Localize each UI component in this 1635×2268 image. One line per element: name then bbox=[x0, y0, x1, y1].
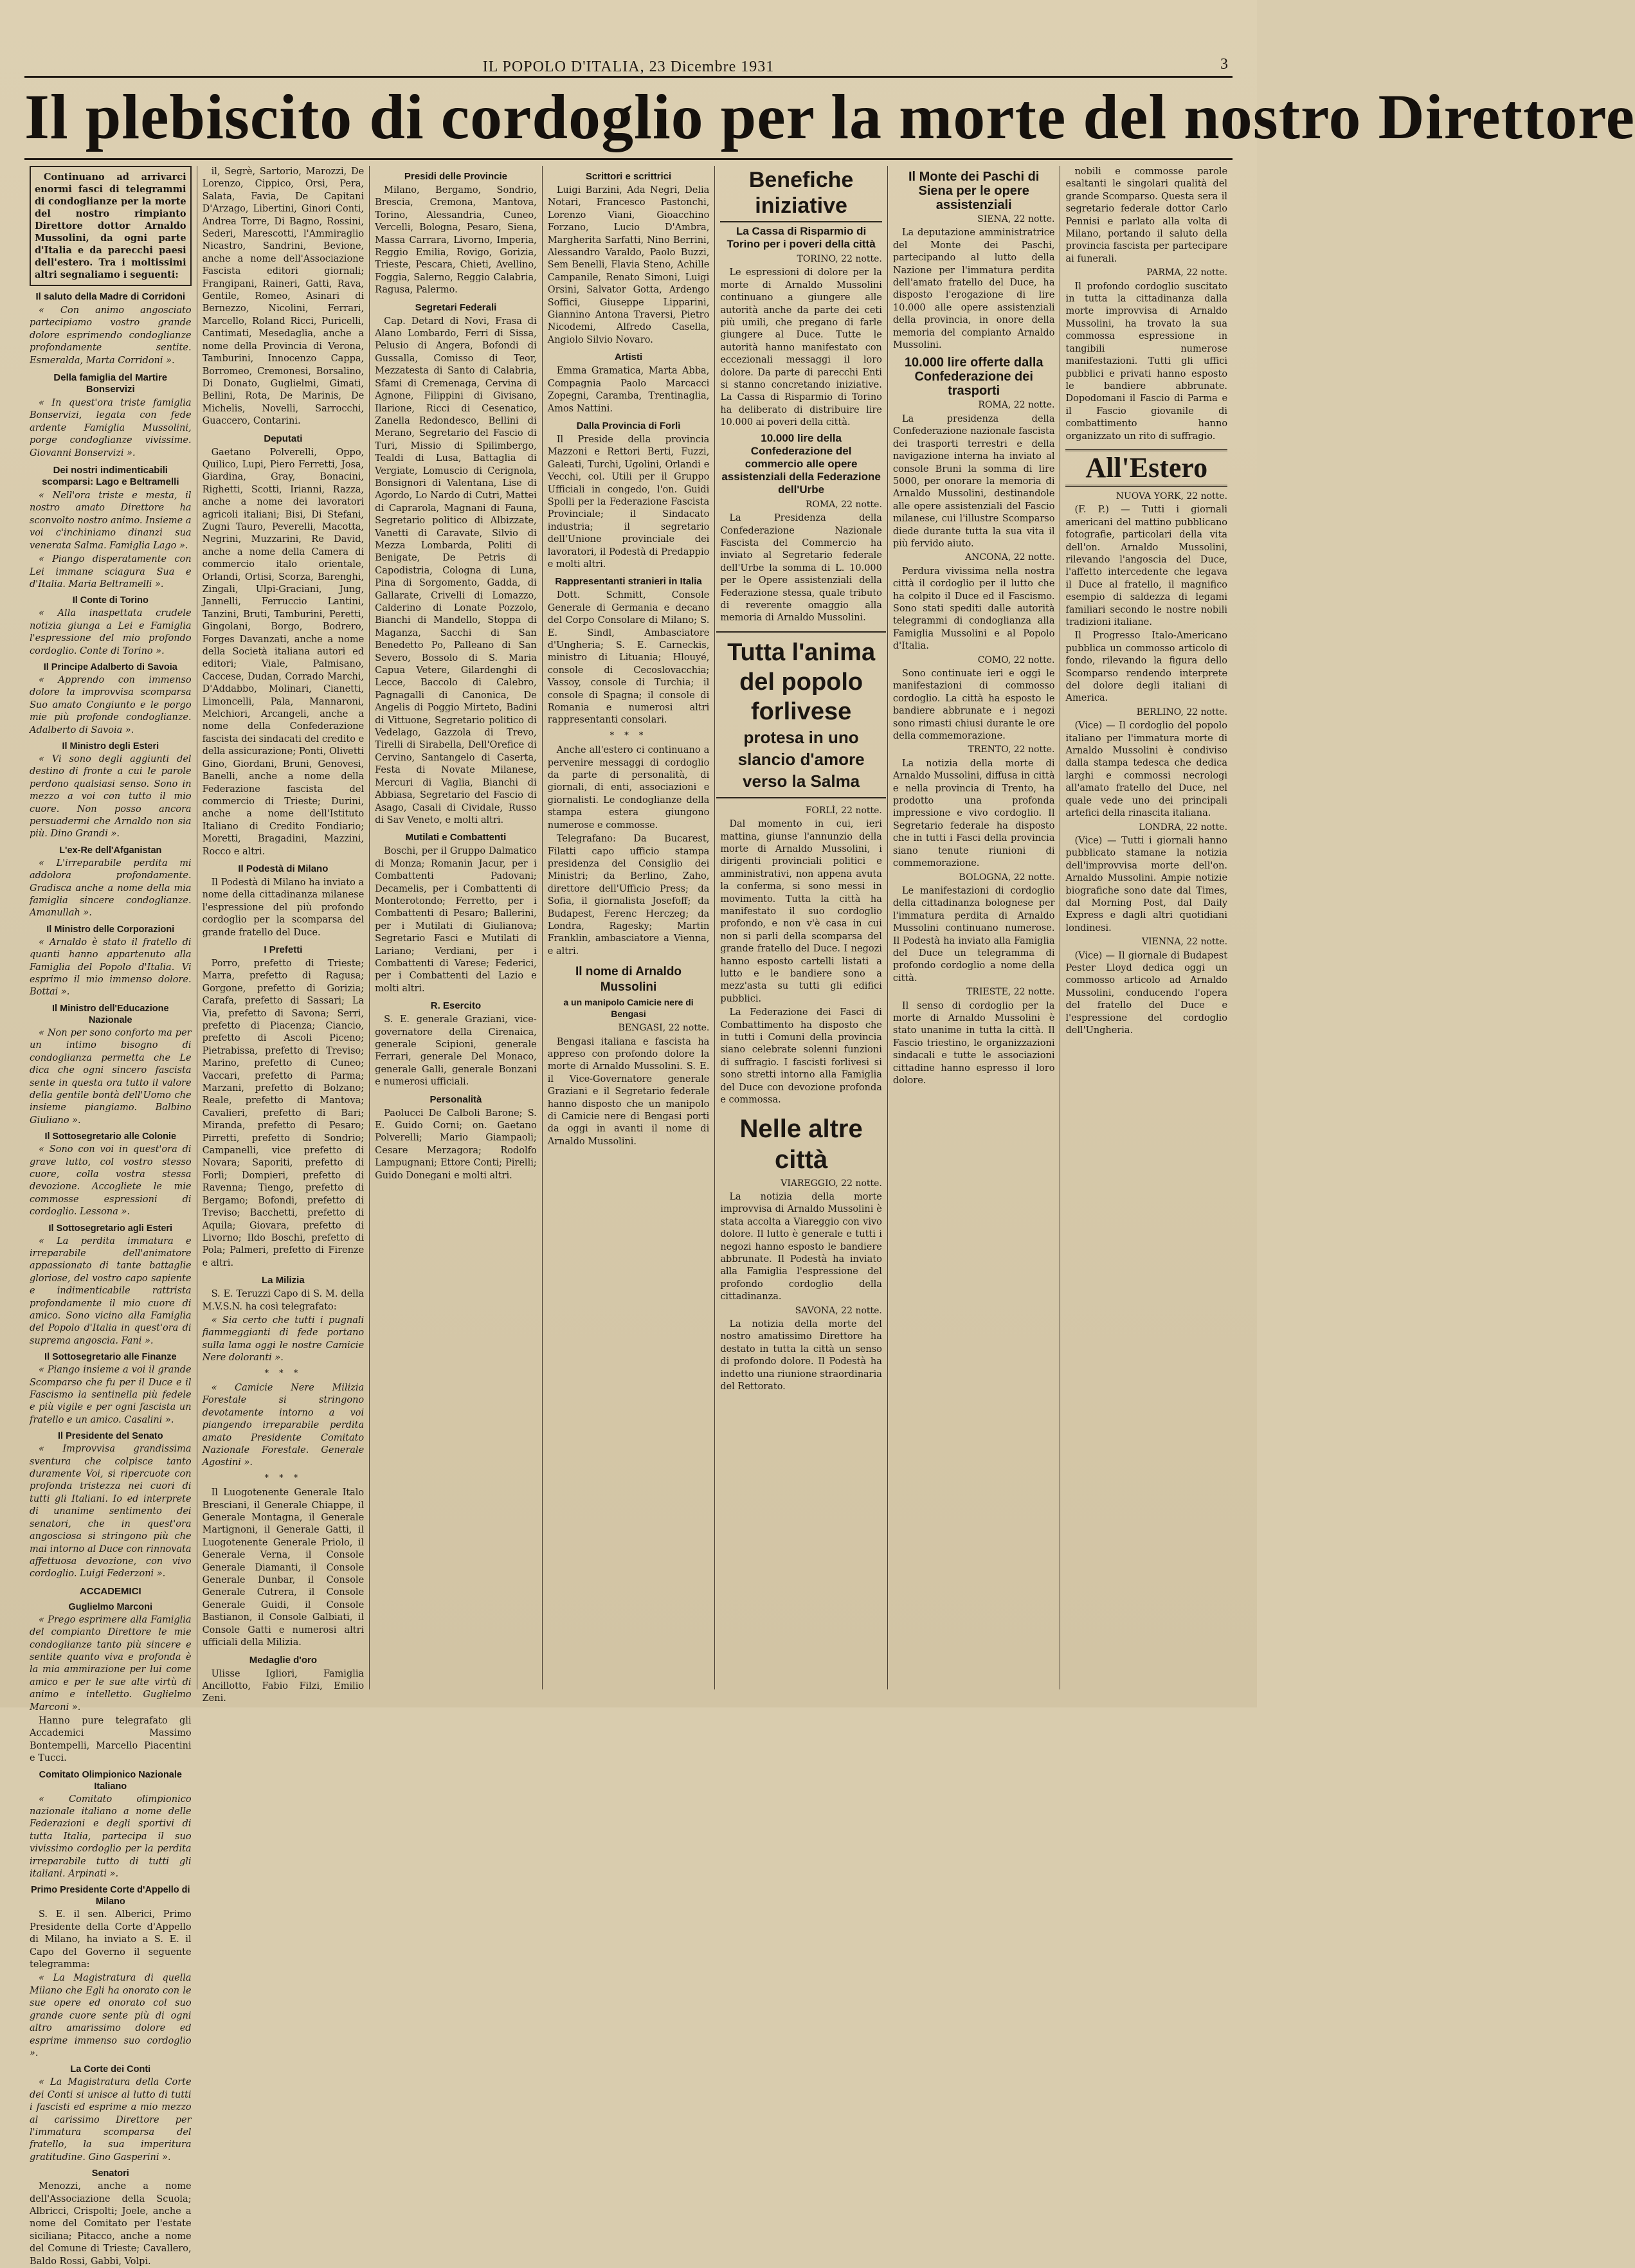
message-text: « Vi sono degli aggiunti del destino di fronte a cui le parole perdono qualsiasi senso. Sono in mezzo a voi con tutto il mio cuore. Non posso ancora persuadermi che Arnaldo non sia più. Dino Grandi ». bbox=[30, 753, 192, 840]
feature-headline bbox=[716, 631, 886, 798]
section-heading: Primo Presidente Corte d'Appello di Milano bbox=[31, 1885, 190, 1907]
body-text: Porro, prefetto di Trieste; Marra, prefetto di Ragusa; Gorgone, prefetto di Gorizia; Carafa, prefetto di Sassari; La Via, prefetto di Savona; Serri, prefetto di Piacenza; Ciancio, prefetto di Ascoli Piceno; Pietrabissa, prefetto di Treviso; Marino, prefetto di Cuneo; Vaccari, prefetto di Parma; Marzani, prefetto di Bolzano; Reale, prefetto di Mantova; Cavalieri, prefetto di Bari; Miranda, prefetto di Pesaro; Pirretti, prefetto di Sondrio; Campanelli, vice prefetto di Novara; Saporiti, prefetto di Forlì; Dompieri, prefetto di Ravenna; Tiengo, prefetto di Bergamo; Bofondi, prefetto di Treviso; Bacchetti, prefetto di Aquila; Giovara, prefetto di Livorno; Ildo Boschi, prefetto di Pola; Palmeri, prefetto di Firenze e altri. bbox=[202, 958, 365, 1268]
section-heading: Segretari Federali bbox=[415, 302, 497, 313]
dateline: BERLINO, 22 notte. bbox=[1136, 706, 1228, 717]
message-text: « L'irreparabile perdita mi addolora profondamente. Gradisca anche a nome della mia famiglia sincere condoglianze. Amanullah ». bbox=[30, 858, 192, 919]
dateline: SAVONA, 22 notte. bbox=[795, 1305, 882, 1316]
body-text: nobili e commosse parole esaltanti le singolari qualità del grande Scomparso. Questa sera il segretario federale dottor Carlo Pennisi e parlato alla volta di Milano, portando il saluto della provincia fascista per partecipare ai funerali. bbox=[1065, 166, 1228, 264]
section-heading: Scrittori e scrittrici bbox=[585, 171, 672, 182]
article-columns bbox=[24, 166, 1233, 2267]
body-text: La deputazione amministratrice del Monte dei Paschi, partecipando al lutto della Nazione per l'immatura perdita dell'amato fratello del Duce, ha disposto l'erogazione di lire 10.000 alle opere assistenziali della provincia, in onore della memoria del compianto Arnaldo Mussolini. bbox=[892, 228, 1055, 351]
message-text: « Piango disperatamente con Lei immane sciagura Sua e d'Italia. Maria Beltramelli ». bbox=[30, 554, 192, 590]
running-header bbox=[24, 54, 1233, 78]
section-heading: Il Ministro degli Esteri bbox=[62, 741, 159, 752]
section-heading: Della famiglia del Martire Bonservizi bbox=[53, 372, 168, 395]
column-1 bbox=[24, 166, 197, 2267]
section-heading: Deputati bbox=[264, 433, 303, 444]
body-text: Sono continuate ieri e oggi le manifestazioni di commosso cordoglio. La città ha esposto le bandiere abbrunate e i negozi sono rimasti chiusi durante le ore della commemorazione. bbox=[892, 669, 1055, 742]
intro-text: Continuano ad arrivarci enormi fasci di telegrammi di condoglianze per la morte del nostro rimpianto Direttore dottor Arnaldo Mussolini, da ogni parte d'Italia e da parecchi paesi dell'estero. Tra i moltissimi altri segnaliamo i seguenti: bbox=[30, 166, 192, 286]
section-heading: All'Estero bbox=[1065, 449, 1227, 487]
body-text: Paolucci De Calboli Barone; S. E. Guido Corni; on. Gaetano Polverelli; Mario Giampaoli; Cesare Merzagora; Rodolfo Lampugnani; Ettore Conti; Pirelli; Guido Donegani e molti altri. bbox=[375, 1108, 537, 1181]
section-heading: Guglielmo Marconi bbox=[68, 1601, 153, 1612]
section-heading: ACCADEMICI bbox=[79, 1585, 141, 1597]
column-7 bbox=[1060, 166, 1233, 1689]
dateline: FORLÌ, 22 notte. bbox=[805, 805, 882, 816]
body-text: Le manifestazioni di cordoglio della cittadinanza bolognese per l'immatura perdita di Arnaldo Mussolini continuano numerose. Il Podestà ha inviato alla Famiglia del Duce un telegramma di profondo cordoglio a nome della città. bbox=[892, 885, 1055, 984]
message-text: « Apprendo con immenso dolore la improvvisa scomparsa Suo amato Congiunto e le porgo mie più profonde condoglianze. Adalberto di Savoia ». bbox=[30, 674, 192, 735]
section-heading: 10.000 lire offerte dalla Confederazione dei trasporti bbox=[904, 356, 1043, 399]
body-text: (Vice) — Tutti i giornali hanno pubblicato stamane la notizia dell'improvvisa morte dell'on. Arnaldo Mussolini. Ampie notizie biografiche sono date dal Times, dal Morning Post, dal Daily Express e dagli altri quotidiani londinesi. bbox=[1065, 835, 1228, 933]
body-text: Emma Gramatica, Marta Abba, Compagnia Paolo Marcacci Zopegni, Caramba, Trentinaglia, Amos Nattini. bbox=[547, 366, 710, 414]
body-text: Il senso di cordoglio per la morte di Arnaldo Mussolini è stato unanime in tutta la città. Il Fascio triestino, le organizzazioni sindacali e tutte le associazioni cittadine hanno espresso il loro dolore. bbox=[892, 1000, 1055, 1086]
body-text: La notizia della morte di Arnaldo Mussolini, diffusa in città e nella provincia di Trento, ha prodotto una profonda impressione e vivo cordoglio. Il Segretario federale ha disposto che in tutti i Fasci della provincia siano tenute riunioni di commemorazione. bbox=[892, 758, 1055, 869]
body-text: Perdura vivissima nella nostra città il cordoglio per il lutto che ha colpito il Duce ed il Fascismo. Sono stati spediti dalle autorità telegrammi di condoglianza alla Famiglia Mussolini e al Popolo d'Italia. bbox=[892, 566, 1055, 652]
separator-stars: * * * bbox=[264, 1368, 302, 1378]
section-heading: Il Monte dei Paschi di Siena per le opere assistenziali bbox=[908, 170, 1040, 212]
section-heading: Il Sottosegretario agli Esteri bbox=[48, 1223, 173, 1234]
body-text: (Vice) — Il cordoglio del popolo italiano per l'immatura morte di Arnaldo Mussolini è condiviso dalla stampa tedesca che dedica larghi e commossi necrologi all'amato fratello del Duce, nel quale vede uno dei principali artefici della rinascita italiana. bbox=[1065, 721, 1228, 819]
section-heading: Il Conte di Torino bbox=[72, 595, 149, 606]
section-heading: Dei nostri indimenticabili scomparsi: Lago e Beltramelli bbox=[42, 465, 179, 488]
body-text: Il Luogotenente Generale Italo Bresciani, il Generale Chiappe, il Generale Montagna, il Generale Martignoni, il Generale Gatti, il Luogotenente Generale Priolo, il Generale Verna, il Console Generale Diamanti, il Console Generale Dunbar, il Console Generale Cutrera, il Console Generale Guidi, il Console Bastianon, il Console Galbiati, il Console Gatti e numerosi altri ufficiali della Milizia. bbox=[202, 1488, 365, 1648]
body-text: Hanno pure telegrafato gli Accademici Massimo Bontempelli, Marcello Piacentini e Tucci. bbox=[30, 1715, 192, 1764]
message-text: « La perdita immatura e irreparabile dell'animatore appassionato di tante battaglie gloriose, del vostro capo sapiente e indimenticabile rattrista profondamente il mio cuore di amico. Sono vicino alla Famiglia del Popolo d'Italia in quest'ora di suprema angoscia. Fani ». bbox=[30, 1236, 192, 1346]
body-text: Milano, Bergamo, Sondrio, Brescia, Cremona, Mantova, Torino, Alessandria, Cuneo, Vercelli, Bologna, Pesaro, Siena, Massa Carrara, Livorno, Imperia, Reggio Emilia, Rovigo, Gorizia, Trieste, Pescara, Chieti, Avellino, Foggia, Salerno, Reggio Calabria, Ragusa, Palermo. bbox=[375, 185, 537, 296]
message-text: « Prego esprimere alla Famiglia del compianto Direttore le mie condoglianze tanto più sincere e sentite quanto viva e profonda è la mia ammirazione per lui come amico e per le sue alte virtù di animo e intelletto. Guglielmo Marconi ». bbox=[30, 1614, 192, 1713]
message-text: « Nell'ora triste e mesta, il nostro amato Direttore ha sconvolto nostro animo. Insieme a voi c'inchiniamo dinanzi sua venerata Salma. Famiglia Lago ». bbox=[30, 491, 192, 551]
separator-stars: * * * bbox=[264, 1473, 302, 1483]
separator-stars: * * * bbox=[610, 730, 647, 741]
section-heading: I Prefetti bbox=[264, 944, 303, 955]
section-heading: Dalla Provincia di Forlì bbox=[576, 420, 681, 431]
section-heading: Il Podestà di Milano bbox=[238, 863, 329, 874]
body-text: La Presidenza della Confederazione Nazionale Fascista del Commercio ha inviato al Segretario federale dell'Urbe la somma di L. 10.000 per le Opere assistenziali della Federazione stessa, quale tributo di reverente omaggio alla memoria di Arnaldo Mussolini. bbox=[720, 513, 882, 624]
section-heading: Nelle altre città bbox=[739, 1114, 863, 1174]
section-heading: Il Principe Adalberto di Savoia bbox=[43, 662, 177, 672]
main-headline: Il plebiscito di cordoglio per la morte del nostro Direttore bbox=[24, 81, 1635, 152]
body-text: Cap. Detard di Novi, Frasa di Alano Lombardo, Ferri di Sissa, Pelusio di Angera, Bofondi di Gussalla, Comisso di Teor, Mezzatesta di Santo di Calabria, Sfami di Cremenaga, Cervina di Agnone, Filippini di Givisano, Ilarione, Ricci di Cesenatico, Zanella Redondesco, Bellini di Merano, Segretario del Fascio di Turi, Missio di Spilimbergo, Tealdi di Lusa, Battaglia di Vergiate, Lomuscio di Cerignola, Bonsignori di Valentana, Lise di Agordo, Lo Nardo di Cutri, Mattei di Caprarola, Magnani di Fauna, Segretario politico di Albizzate, Vanetti di Caravate, Silvio di Mezza Lombarda, Politi di Benigate, De Petris di Capodistria, Cologna di Luna, Pina di Sorgomento, Gadda, di Gallarate, Crivelli di Lomazzo, Calderino di Lonate Pozzolo, Bianchi di Mandello, Stoppa di Maganza, Sacchi di San Benedetto Po, Palleano di San Severo, Bossolo di S. Maria Capua Vetere, Gilardenghi di Lecce, Baccolo di Calebro, Pagnagalli di Canonica, De Angelis di Poggio Mirteto, Badini di Vittuone, Segretario politico di Vedelago, Gazzola di Trevo, Tirelli di Sirabella, Dell'Orefice di Cervino, Santangelo di Caserta, Festa di Novate Milanese, Mercuri di Vaglia, Bianchi di Abbiasa, Segretario del Fascio di Asago, Casali di Cividale, Russo di Sav Veneto, e molti altri. bbox=[375, 316, 537, 825]
dateline: ROMA, 22 notte. bbox=[978, 400, 1055, 411]
running-title: IL POPOLO D'ITALIA, 23 Dicembre 1931 bbox=[482, 59, 775, 75]
body-text: Dal momento in cui, ieri mattina, giunse l'annunzio della morte di Arnaldo Mussolini, i dirigenti provinciali politici e amministrativi, non appena avuta la conferma, si sono messi in movimento. Tutta la città ha manifestato il suo cordoglio profondo, e non v'è casa in cui non si parli della scomparsa del grande fratello del Duce. I negozi hanno esposto cartelli listati a lutto e le bandiere sono a mezz'asta su tutti gli edifici pubblici. bbox=[720, 819, 882, 1004]
column-4 bbox=[543, 166, 716, 1689]
section-heading: Il saluto della Madre di Corridoni bbox=[35, 291, 186, 302]
message-text: « Con animo angosciato partecipiamo vostro grande dolore esprimendo condoglianze profondamente sentite. Esmeralda, Marta Corridoni ». bbox=[30, 305, 192, 366]
column-5 bbox=[715, 166, 888, 1689]
dateline: ANCONA, 22 notte. bbox=[964, 552, 1055, 563]
dateline: TRENTO, 22 notte. bbox=[968, 744, 1055, 755]
body-text: (F. P.) — Tutti i giornali americani del mattino pubblicano fotografie, particolari della vita dell'on. Arnaldo Mussolini, rilevando l'angoscia del Duce, l'affetto intercedente che legava il Duce al fratello, il magnifico esempio di saldezza di legami familiari secondo le nostre nobili tradizioni italiane. bbox=[1065, 505, 1228, 627]
body-text: Menozzi, anche a nome dell'Associazione della Scuola; Albricci, Crispolti; Joele, anche a nome del Comitato per l'estate siciliana; Pitacco, anche a nome del Comune di Trieste; Cavallero, Baldo Rossi, Gabbi, Volpi. bbox=[30, 2181, 192, 2267]
page-number: 3 bbox=[1220, 56, 1229, 73]
body-text: Le espressioni di dolore per la morte di Arnaldo Mussolini continuano a giungere alle autorità anche da parte dei ceti più umili, che pregano di farle giungere al Duce. Tutte le autorità hanno manifestato con eccezionali messaggi il loro dolore. Da parte di parecchi Enti si stanno concretando iniziative. La Cassa di Risparmio di Torino ha deliberato di distribuire lire 10.000 ai poveri della città. bbox=[720, 267, 882, 428]
section-heading: Comitato Olimpionico Nazionale Italiano bbox=[39, 1769, 182, 1792]
message-text: « Alla inaspettata crudele notizia giunga a Lei e Famiglia l'espressione del mio profondo cordoglio. Conte di Torino ». bbox=[30, 608, 192, 656]
body-text: Il Preside della provincia Mazzoni e Rettori Berti, Fuzzi, Galeati, Turchi, Ugolini, Orlandi e Vecchi, col. Utili per il Gruppo Ufficiali in congedo, l'on. Guidi Spolli per la Federazione Fascista Provinciale; il Sindacato industria; il segretario dell'Unione provinciale dei lavoratori, il Podestà di Predappio e molti altri. bbox=[547, 434, 710, 570]
section-heading: Presidi delle Provincie bbox=[404, 171, 507, 182]
dateline: VIAREGGIO, 22 notte. bbox=[781, 1178, 882, 1189]
section-heading: Il Sottosegretario alle Colonie bbox=[44, 1131, 177, 1142]
message-text: « In quest'ora triste famiglia Bonservizi, legata con fede ardente Famiglia Mussolini, porge condoglianze vivissime. Giovanni Bonservizi ». bbox=[30, 398, 192, 458]
body-text: La presidenza della Confederazione nazionale fascista dei trasporti terrestri e della navigazione interna ha inviato al console Bruni la somma di lire 5000, per onorare la memoria di Arnaldo Mussolini, destinandole alle opere assistenziali del Fascio milanese, cui l'illustre Scomparso diede durante tutta la sua vita il più fervido aiuto. bbox=[892, 413, 1055, 549]
column-6 bbox=[888, 166, 1061, 1689]
message-text: « Sia certo che tutti i pugnali fiammeggianti di fede portano sulla lama oggi le nostre Camicie Nere doloranti ». bbox=[202, 1315, 365, 1364]
section-heading: Benefiche iniziative bbox=[720, 167, 882, 222]
message-text: « Piango insieme a voi il grande Scomparso che fu per il Duce e il Fascismo la sentinella più fedele e più vigile e per ogni fascista un fratello e un amico. Casalini ». bbox=[30, 1365, 192, 1425]
body-text: La notizia della morte del nostro amatissimo Direttore ha destato in tutta la città un senso di profondo dolore. Il Podestà ha indetto una riunione straordinaria del Rettorato. bbox=[720, 1318, 882, 1392]
headline-rule bbox=[24, 158, 1233, 160]
body-text: S. E. generale Graziani, vice-governatore della Cirenaica, generale Scipioni, generale Ferrari, generale Del Monaco, generale Galli, generale Bonzani e numerosi ufficiali. bbox=[375, 1014, 537, 1088]
body-text: Anche all'estero ci continuano a pervenire messaggi di cordoglio da parte di personalità, di giornali, di enti, associazioni e giornalisti. Le condoglianze della stampa estera giungono numerose e commosse. bbox=[547, 745, 710, 831]
feature-headline-line2: protesa in uno slancio d'amore verso la Salma bbox=[737, 727, 865, 791]
message-text: « Sono con voi in quest'ora di grave lutto, col vostro stesso cuore, colla vostra stessa devozione. Accogliete le mie commosse espressioni di cordoglio. Lessona ». bbox=[30, 1144, 192, 1218]
section-heading: R. Esercito bbox=[430, 1000, 482, 1012]
section-heading: Medaglie d'oro bbox=[249, 1654, 317, 1666]
body-text: Luigi Barzini, Ada Negri, Delia Notari, Francesco Pastonchi, Lorenzo Viani, Gioacchino Forzano, Lucio D'Ambra, Margherita Sarfatti, Nino Berrini, Alessandro Varaldo, Paolo Buzzi, Sem Benelli, Flavia Steno, Achille Campanile, Renato Simoni, Luigi Orsini, Salvator Gotta, Ardengo Soffici, Giuseppe Lipparini, Giannino Antona Traversi, Pietro Nicodemi, Alfredo Casella, Angiolo Silvio Novaro. bbox=[547, 185, 710, 345]
column-2 bbox=[197, 166, 370, 1704]
message-text: « La Magistratura della Corte dei Conti si unisce al lutto di tutti i fascisti ed esprime a mio mezzo al carissimo Direttore per l'immatura scomparsa del fratello, la sua imperitura gratitudine. Gino Gasperini ». bbox=[30, 2077, 192, 2163]
dateline: BENGASI, 22 notte. bbox=[618, 1023, 710, 1034]
dateline: TRIESTE, 22 notte. bbox=[966, 987, 1055, 998]
body-text: (Vice) — Il giornale di Budapest Pester Lloyd dedica oggi un commosso articolo ad Arnaldo Mussolini, conducendo l'opera del fratello del Duce e l'espressione del cordoglio dell'Ungheria. bbox=[1065, 950, 1228, 1036]
message-text: « Non per sono conforto ma per un intimo bisogno di condoglianza permetta che Le dica che ogni sincero fascista sente in questa ora tutto il valore della gentile bontà dell'Uomo che insieme piangiamo. Balbino Giuliano ». bbox=[30, 1027, 192, 1126]
body-text: Il Progresso Italo-Americano pubblica un commosso articolo di fondo, rilevando la figura dello Scomparso rendendo interprete del dolore degli italiani di America. bbox=[1065, 631, 1228, 704]
section-heading: Il Sottosegretario alle Finanze bbox=[44, 1352, 177, 1363]
message-text: « Camicie Nere Milizia Forestale si stringono devotamente intorno a voi piangendo irreparabile perdita amato Presidente Comitato Nazionale Forestale. Generale Agostini ». bbox=[202, 1382, 365, 1468]
body-text: S. E. il sen. Alberici, Primo Presidente della Corte d'Appello di Milano, ha inviato a S. E. il Capo del Governo il seguente telegramma: bbox=[30, 1909, 192, 1970]
section-heading: Artisti bbox=[614, 352, 643, 363]
section-heading: Il nome di Arnaldo Mussolini bbox=[575, 965, 682, 995]
message-text: « Improvvisa grandissima sventura che colpisce tanto duramente Voi, si ripercuote con profonda tristezza nei cuori di tutti gli Italiani. Io ed interprete di unanime sentimento dei senatori, che in quest'ora angosciosa si stringono più che mai intorno al Duce con rinnovata affettuosa devozione, con vivo cordoglio. Luigi Federzoni ». bbox=[30, 1444, 192, 1580]
body-text: Bengasi italiana e fascista ha appreso con profondo dolore la morte di Arnaldo Mussolini. S. E. il Vice-Governatore generale Graziani e il Segretario federale hanno disposto che un manipolo di Camicie nere di Bengasi porti da oggi in avanti il nome di Arnaldo Mussolini. bbox=[547, 1036, 710, 1147]
section-heading: Personalità bbox=[429, 1094, 482, 1105]
body-text: Il Podestà di Milano ha inviato a nome della cittadinanza milanese l'espressione del più profondo cordoglio per la scomparsa del grande fratello del Duce. bbox=[202, 877, 365, 938]
dateline: COMO, 22 notte. bbox=[977, 654, 1055, 665]
body-text: S. E. Teruzzi Capo di S. M. della M.V.S.N. ha così telegrafato: bbox=[202, 1289, 365, 1312]
message-text: « Comitato olimpionico nazionale italiano a nome delle Federazioni e degli sportivi di tutta Italia, partecipa il suo vivissimo cordoglio per la perdita irreparabile tutto di tutti gli italiani. Arpinati ». bbox=[30, 1794, 192, 1880]
dateline: ROMA, 22 notte. bbox=[805, 499, 882, 510]
dateline: BOLOGNA, 22 notte. bbox=[959, 872, 1055, 883]
body-text: Ulisse Igliori, Famiglia Ancillotto, Fabio Filzi, Emilio Zeni. bbox=[202, 1668, 365, 1704]
dateline: LONDRA, 22 notte. bbox=[1139, 822, 1228, 833]
section-heading: Il Ministro delle Corporazioni bbox=[46, 924, 175, 935]
body-text: il, Segrè, Sartorio, Marozzi, De Lorenzo, Cippico, Orsi, Pera, Salata, Favia, De Capitani D'Arzago, Libertini, Ginori Conti, Andrea Torre, Di Bagno, Rossini, Sederi, Marescotti, l'Ammiraglio Nicastro, Sandrini, Bevione, anche a nome dell'Associazione Fascista editori giornali; Frangipani, Raineri, Gatti, Rava, Gentile, Romeo, Asinari di Bernezzo, Nicolini, Ferrari, Marcello, Roland Ricci, Puricelli, Cantimati, Mesedaglia, anche a nome della Provincia di Verona, Tamburini, Innocenzo Cappa, Borromeo, Cremonesi, Borsalino, Di Donato, Guglielmi, Gimati, Bellini, Rota, De Marinis, De Michelis, Novelli, Sarrocchi, Guaccero, Contarini. bbox=[202, 166, 365, 427]
body-text: Boschi, per il Gruppo Dalmatico di Monza; Romanin Jacur, per i Combattenti Padovani; Decamelis, per i Combattenti di Monterotondo; Ferretto, per i Combattenti di Pesaro; Ballerini, per i Mutilati di Giulianova; Segretario Fasci e Mutilati di Lariano; Verdiani, per i Combattenti di Varese; Federici, per i Combattenti del Lazio e molti altri. bbox=[375, 846, 537, 994]
section-heading: La Milizia bbox=[262, 1275, 305, 1286]
dateline: SIENA, 22 notte. bbox=[977, 214, 1055, 224]
section-heading: L'ex-Re dell'Afganistan bbox=[59, 845, 162, 856]
dateline: NUOVA YORK, 22 notte. bbox=[1116, 491, 1228, 501]
section-heading: Rappresentanti stranieri in Italia bbox=[555, 576, 702, 588]
body-text: Il profondo cordoglio suscitato in tutta la cittadinanza dalla morte improvvisa di Arnaldo Mussolini, ha trovato la sua commossa espressione in tangibili numerose manifestazioni. Tutti gli uffici pubblici e privati hanno esposto le bandiere abbrunate. Dopodomani il Fascio di Parma e il Fascio giovanile di combattimento hanno organizzato un rito di suffragio. bbox=[1065, 281, 1228, 442]
body-text: La Federazione dei Fasci di Combattimento ha disposto che in tutti i Comuni della provincia siano celebrate solenni funzioni di suffragio. I fascisti forlivesi si sono stretti intorno alla Famiglia del Duce con devozione profonda e commossa. bbox=[720, 1007, 882, 1106]
section-heading: Il Ministro dell'Educazione Nazionale bbox=[52, 1003, 169, 1025]
section-heading: Mutilati e Combattenti bbox=[405, 832, 507, 843]
section-heading: Senatori bbox=[91, 2168, 129, 2179]
dateline: TORINO, 22 notte. bbox=[797, 254, 882, 264]
section-subheading: a un manipolo Camicie nere di Bengasi bbox=[563, 997, 694, 1020]
body-text: La notizia della morte improvvisa di Arnaldo Mussolini è stata accolta a Viareggio con vivo dolore. Il lutto è generale e tutti i negozi hanno esposto le bandiere abbrunate. Il Podestà ha inviato alla Famiglia l'espressione del profondo cordoglio della cittadinanza. bbox=[720, 1191, 882, 1302]
section-heading: La Corte dei Conti bbox=[70, 2064, 151, 2075]
message-text: « La Magistratura di quella Milano che Egli ha onorato con le sue opere ed onorato col suo grande cuore sente più di ogni altro amarissimo dolore ed esprime immenso suo cordoglio ». bbox=[30, 1973, 192, 2058]
section-heading: Il Presidente del Senato bbox=[58, 1431, 163, 1442]
feature-headline-line1: Tutta l'anima del popolo forlivese bbox=[727, 638, 876, 725]
dateline: PARMA, 22 notte. bbox=[1146, 267, 1228, 278]
body-text: Dott. Schmitt, Console Generale di Germania e decano del Corpo Consolare di Milano; S. E. Sindl, Ambasciatore d'Ungheria; S. E. Carneckis, ministro di Lituania; Hlouyé, console di Cecoslovacchia; Vassoy, console di Turchia; il console di Spagna; il console di Romania e numerosi altri rappresentanti consolari. bbox=[547, 590, 710, 726]
message-text: « Arnaldo è stato il fratello di quanti hanno appartenuto alla Famiglia del Popolo d'Italia. Vi esprimo il mio immenso dolore. Bottai ». bbox=[30, 937, 192, 998]
dateline: VIENNA, 22 notte. bbox=[1141, 937, 1228, 948]
body-text: Telegrafano: Da Bucarest, Filatti capo ufficio stampa presidenza del Consiglio dei Ministri; da Berlino, Zaho, direttore dell'Ufficio Press; da Sofia, il giornalista Josefoff; da Budapest, Ferenc Herczeg; da Londra, Ragesky; Martin Franklin, ambasciatore a Vienna, e altri. bbox=[547, 834, 710, 957]
section-subheading: 10.000 lire della Confederazione del commercio alle opere assistenziali della Federazione dell'Urbe bbox=[721, 431, 881, 496]
section-subheading: La Cassa di Risparmio di Torino per i poveri della città bbox=[727, 225, 876, 250]
column-3 bbox=[370, 166, 543, 1689]
body-text: Gaetano Polverelli, Oppo, Quilico, Lupi, Piero Ferretti, Josa, Giardina, Gray, Bonacini, Righetti, Scotti, Irianni, Razza, anche a nome dei lavoratori agricoli italiani; Bisi, Di Stefani, Zugni Tauro, Peverelli, Macotta, Negrini, Muzzarini, Re David, anche a nome della Camera di commercio italo orientale, Orlandi, Ortisi, Scorza, Barenghi, Zingali, Ulpi-Graciani, Jung, Jannelli, Ferruccio Lantini, Tanzini, Bruti, Tamburini, Peretti, Gingolani, Borgo, Bodrero, Forges Davanzati, anche a nome della Società italiana autori ed editori; Viale, Palmisano, Caccese, Dudan, Corrado Marchi, D'Addabbo, Molinari, Cianetti, Limoncelli, Pala, Mannaroni, Melchiori, Arcangeli, anche a nome della Confederazione fascista dei sindacati del credito e della assicurazione; Ponti, Olivetti Gino, Giordani, Bruni, Genovesi, Banelli, anche a nome della Federazione fascista del commercio di Trieste; Durini, anche a nome dell'Istituto Italiano di Credito Fondiario; Moretti, Bragadini, Mazzini, Rocco e altri. bbox=[202, 447, 365, 857]
